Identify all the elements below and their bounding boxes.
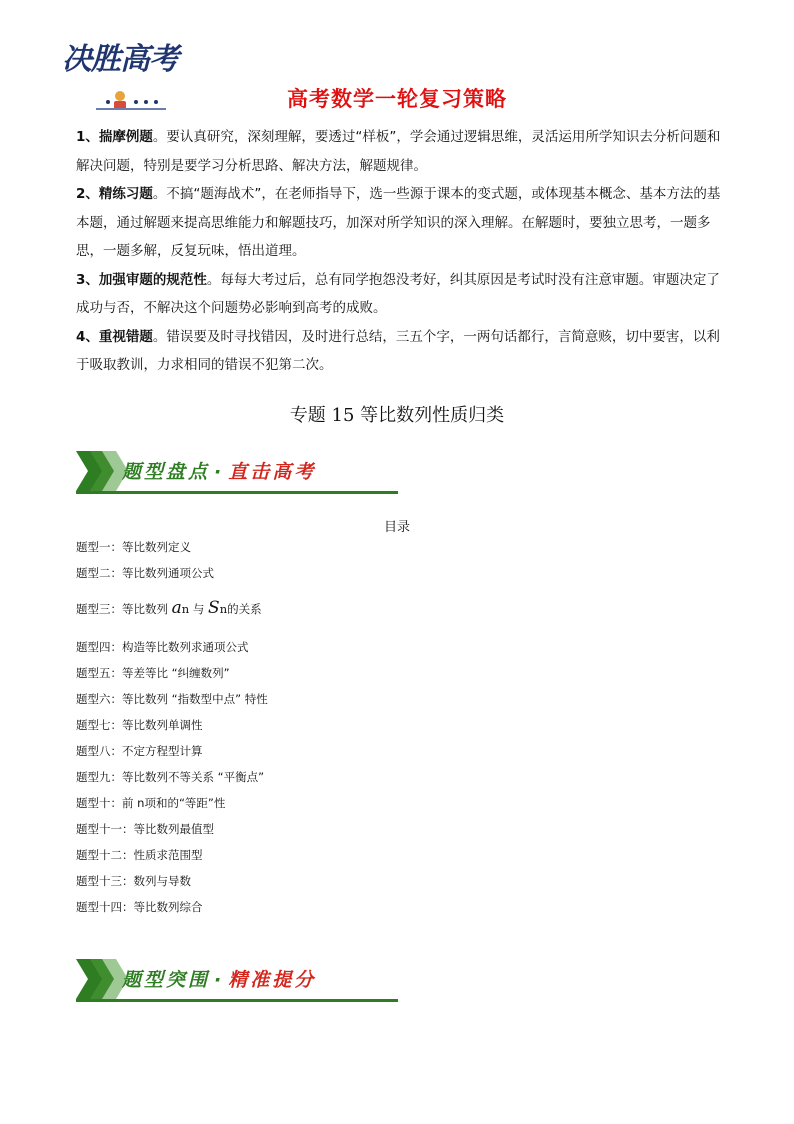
strategy-paragraph bbox=[76, 323, 726, 380]
banner-title bbox=[122, 965, 316, 992]
strategy-label: 4、重视错题 bbox=[76, 328, 153, 345]
toc-item: 题型十四：等比数列综合 bbox=[76, 900, 203, 914]
toc-item: 题型十一：等比数列最值型 bbox=[76, 822, 214, 836]
strategy-paragraph bbox=[76, 123, 726, 180]
banner-part2: 精准提分 bbox=[228, 969, 317, 991]
strategy-label: 1、揣摩例题 bbox=[76, 129, 153, 145]
topic-title: 专题 15 等比数列性质归类 bbox=[289, 405, 505, 426]
logo-text: 决胜高考 bbox=[62, 42, 178, 77]
strategy-paragraph bbox=[76, 180, 726, 266]
math-tail: 的关系 bbox=[227, 602, 262, 616]
math-s: S bbox=[208, 598, 220, 618]
strategy-text: 。要认真研究，深刻理解，要透过“样板”，学会通过逻辑思维，灵活运用所学知识去分析问题和解决问题，特别是要学习分析思路、解决方法，解题规律。 bbox=[76, 129, 721, 174]
toc-item: 题型十二：性质求范围型 bbox=[76, 848, 203, 862]
toc-item: 题型十：前 n项和的“等距”性 bbox=[76, 796, 226, 810]
toc-item: 题型八：不定方程型计算 bbox=[76, 744, 203, 758]
section-banner-overview bbox=[76, 447, 406, 499]
banner-part1: 题型突围 bbox=[122, 969, 211, 991]
toc-item: 题型一：等比数列定义 bbox=[76, 540, 191, 554]
toc-item: 题型七：等比数列单调性 bbox=[76, 718, 203, 732]
math-a: a bbox=[171, 598, 182, 618]
math-a-subscript: n bbox=[181, 602, 190, 616]
strategy-text: 。不搞“题海战术”，在老师指导下，选一些源于课本的变式题，或体现基本概念、基本方法的基本题，通过解题来提高思维能力和解题技巧，加深对所学知识的深入理解。在解题时，要独立思考，一题多思，一题多解，反复玩味，悟出道理。 bbox=[76, 186, 721, 259]
strategy-label: 2、精练习题 bbox=[76, 186, 153, 202]
toc-item-math: 题型三：等比数列 an 与 Sn的关系 bbox=[76, 598, 262, 618]
math-s-subscript: n bbox=[219, 602, 228, 616]
banner-title bbox=[122, 457, 316, 484]
banner-dot: · bbox=[214, 461, 225, 483]
banner-part2: 直击高考 bbox=[228, 461, 317, 483]
toc-title: 目录 bbox=[383, 520, 410, 535]
strategy-paragraph bbox=[76, 266, 726, 323]
strategy-text: 。错误要及时寻找错因，及时进行总结，三五个字，一两句话都行，言简意赅，切中要害，以利于吸取教训，力求相同的错误不犯第二次。 bbox=[76, 328, 720, 373]
toc-item: 题型二：等比数列通项公式 bbox=[76, 566, 214, 580]
banner-part1: 题型盘点 bbox=[122, 461, 211, 483]
toc-item: 题型九：等比数列不等关系 “平衡点” bbox=[76, 770, 265, 784]
toc-item: 题型四：构造等比数列求通项公式 bbox=[76, 640, 249, 654]
banner-dot: · bbox=[214, 969, 225, 991]
page-title: 高考数学一轮复习策略 bbox=[287, 87, 507, 111]
math-connector: 与 bbox=[192, 602, 205, 616]
strategy-section bbox=[76, 123, 726, 380]
section-banner-breakthrough bbox=[76, 955, 406, 1007]
toc-item: 题型六：等比数列 “指数型中点” 特性 bbox=[76, 692, 268, 706]
toc-item: 题型五：等差等比 “纠缠数列” bbox=[76, 666, 230, 680]
strategy-text: 。每每大考过后，总有同学抱怨没考好，纠其原因是考试时没有注意审题。审题决定了成功与否，不解决这个问题势必影响到高考的成败。 bbox=[76, 271, 720, 316]
toc-item: 题型十三：数列与导数 bbox=[76, 874, 191, 888]
strategy-label: 3、加强审题的规范性 bbox=[76, 271, 207, 288]
